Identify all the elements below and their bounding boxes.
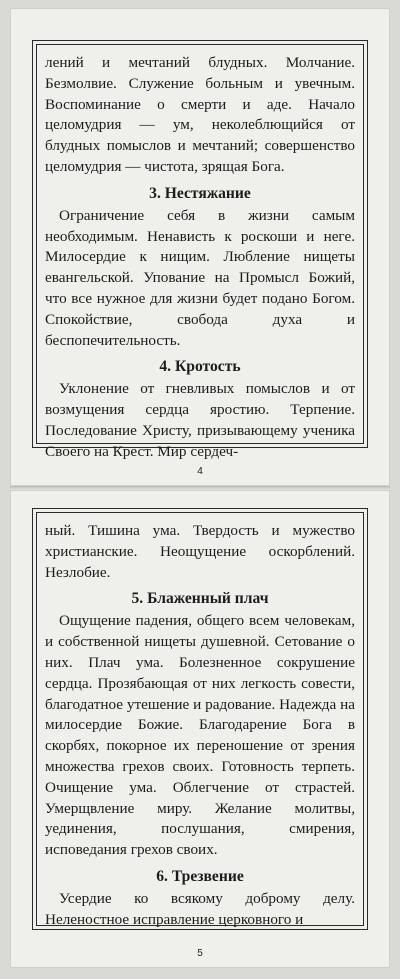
section-6-paragraph: Усердие ко всякому доброму делу. Неленостное исправление церковного и [45,889,355,928]
page-5 [10,490,390,968]
section-3-heading: 3. Нестяжание [149,184,251,202]
page-number-4: 4 [197,466,203,477]
page-4 [10,8,390,486]
page-5-text [45,521,355,928]
page-4-opening-paragraph: лений и мечтаний блудных. Молчание. Безмолвие. Служение больным и увечным. Воспоминание о смерти и аде. Начало целомудрия — ум, неколеблющийся от блудных помыслов и мечтаний; совершенство целомудрия — чистота, зрящая Бога. [45,54,355,175]
section-5-paragraph: Ощущение падения, общего всем человекам, и собственной нищеты душевной. Сетование о них. Плач ума. Болезненное сокрушение сердца. Прозябающая от них легкость совести, благодатное утешение и радование. Надежда на милосердие Божие. Благодарение Бога в скорбях, покорное их переношение от зрения множества грехов своих. Готовность терпеть. Очищение ума. Облегчение от страстей. Умерщвление миру. Желание молитвы, уединения, послушания, смирения, исповедания грехов своих. [45,612,355,859]
page-number-5: 5 [197,948,203,959]
section-4-heading: 4. Кротость [159,358,241,376]
page-4-frame [32,40,368,460]
section-5-heading: 5. Блаженный плач [131,590,269,608]
page-5-frame [32,508,368,930]
page-4-text [45,53,355,460]
page-5-opening-paragraph: ный. Тишина ума. Твердость и мужество христианские. Неощущение оскорблений. Незлобие. [45,522,355,581]
section-3-paragraph: Ограничение себя в жизни самым необходимым. Ненависть к роскоши и неге. Милосердие к нищим. Любление нищеты евангельской. Упование на Промысл Божий, что все нужное для жизни будет подано Богом. Спокойствие, свобода духа и беспопечительность. [45,206,355,349]
section-4-paragraph: Уклонение от гневливых помыслов и от возмущения сердца яростию. Терпение. Последование Христу, призывающему ученика Своего на Крест. Мир сердеч- [45,380,355,460]
section-6-heading: 6. Трезвение [156,867,244,885]
